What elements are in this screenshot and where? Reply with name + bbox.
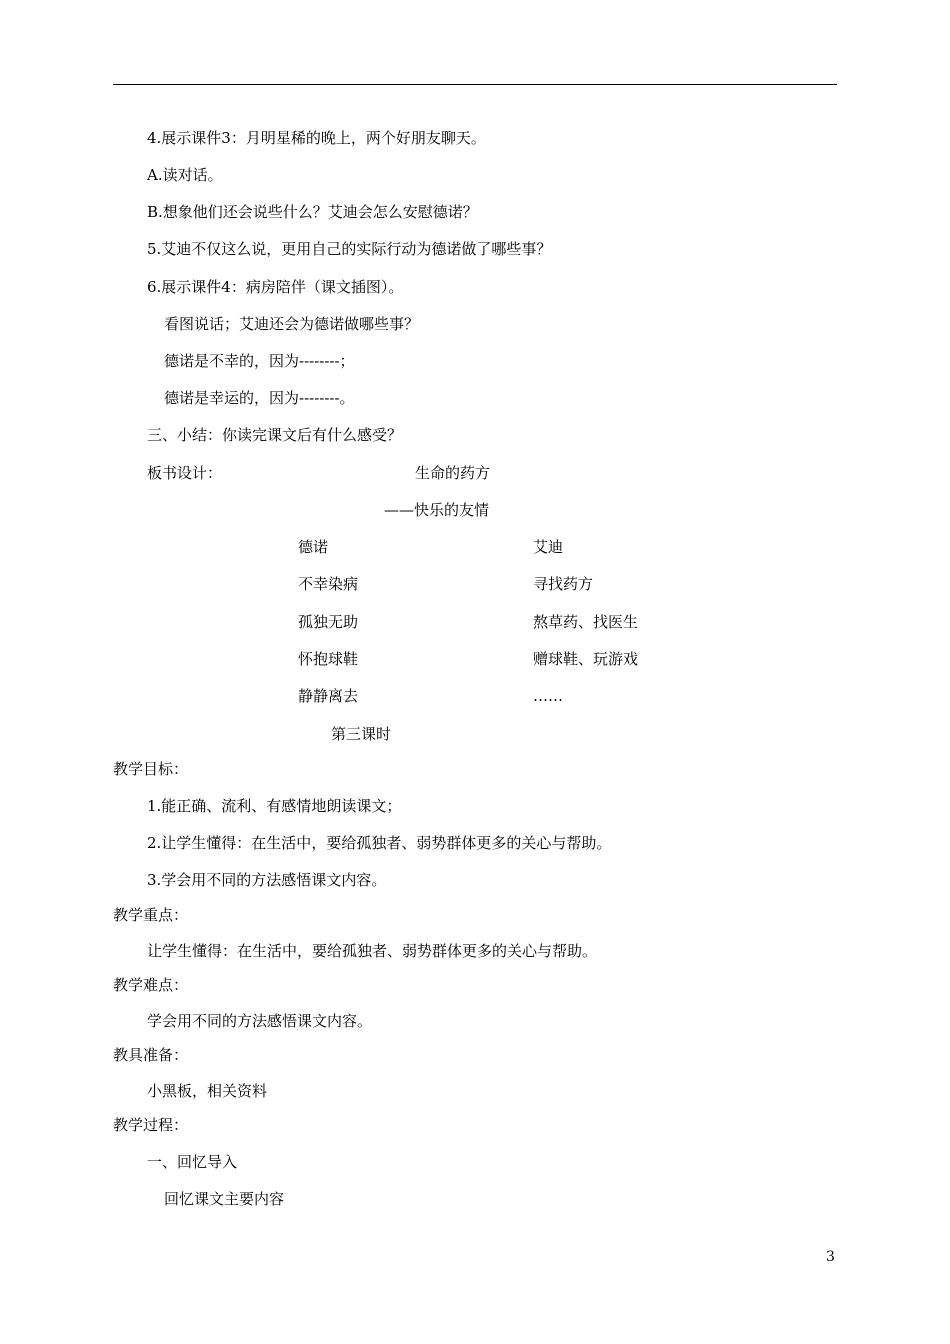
board-right-item: 艾迪 bbox=[533, 538, 564, 556]
board-left-item: 怀抱球鞋 bbox=[298, 650, 359, 668]
text-line: A.读对话。 bbox=[147, 166, 223, 184]
board-right-item: …… bbox=[533, 687, 563, 705]
lesson-title: 第三课时 bbox=[331, 725, 392, 743]
goal-item: 3.学会用不同的方法感悟课文内容。 bbox=[147, 871, 387, 889]
goal-item: 2.让学生懂得：在生活中，要给孤独者、弱势群体更多的关心与帮助。 bbox=[147, 834, 612, 852]
board-subtitle: ——快乐的友情 bbox=[384, 501, 490, 519]
board-right-item: 寻找药方 bbox=[533, 575, 594, 593]
materials-heading: 教具准备： bbox=[113, 1046, 189, 1064]
difficulty-heading: 教学难点： bbox=[113, 976, 189, 994]
board-title: 生命的药方 bbox=[415, 464, 491, 482]
board-right-item: 熬草药、找医生 bbox=[533, 613, 639, 631]
key-text: 让学生懂得：在生活中，要给孤独者、弱势群体更多的关心与帮助。 bbox=[147, 942, 598, 960]
text-line: 6.展示课件4：病房陪伴（课文插图）。 bbox=[147, 278, 404, 296]
board-right-item: 赠球鞋、玩游戏 bbox=[533, 650, 639, 668]
text-line: 德诺是幸运的，因为--------。 bbox=[164, 389, 355, 407]
text-line: 看图说话；艾迪还会为德诺做哪些事？ bbox=[164, 315, 420, 333]
board-left-item: 德诺 bbox=[298, 538, 329, 556]
text-line: 5.艾迪不仅这么说，更用自己的实际行动为德诺做了哪些事？ bbox=[147, 240, 552, 258]
goal-item: 1.能正确、流利、有感情地朗读课文； bbox=[147, 797, 402, 815]
key-heading: 教学重点： bbox=[113, 906, 189, 924]
difficulty-text: 学会用不同的方法感悟课文内容。 bbox=[147, 1012, 373, 1030]
board-left-item: 孤独无助 bbox=[298, 613, 359, 631]
text-line: 德诺是不幸的，因为--------； bbox=[164, 352, 355, 370]
materials-text: 小黑板，相关资料 bbox=[147, 1082, 268, 1100]
page-number: 3 bbox=[826, 1249, 835, 1265]
text-line: 三、小结：你读完课文后有什么感受？ bbox=[147, 426, 403, 444]
board-left-item: 静静离去 bbox=[298, 687, 359, 705]
board-left-item: 不幸染病 bbox=[298, 575, 359, 593]
process-heading: 教学过程： bbox=[113, 1116, 189, 1134]
board-label: 板书设计： bbox=[147, 464, 223, 482]
process-step-detail: 回忆课文主要内容 bbox=[164, 1190, 285, 1208]
text-line: 4.展示课件3：月明星稀的晚上，两个好朋友聊天。 bbox=[147, 129, 486, 147]
goals-heading: 教学目标： bbox=[113, 760, 189, 778]
process-step: 一、回忆导入 bbox=[147, 1153, 238, 1171]
header-rule bbox=[113, 84, 837, 85]
text-line: B.想象他们还会说些什么？艾迪会怎么安慰德诺？ bbox=[147, 203, 478, 221]
